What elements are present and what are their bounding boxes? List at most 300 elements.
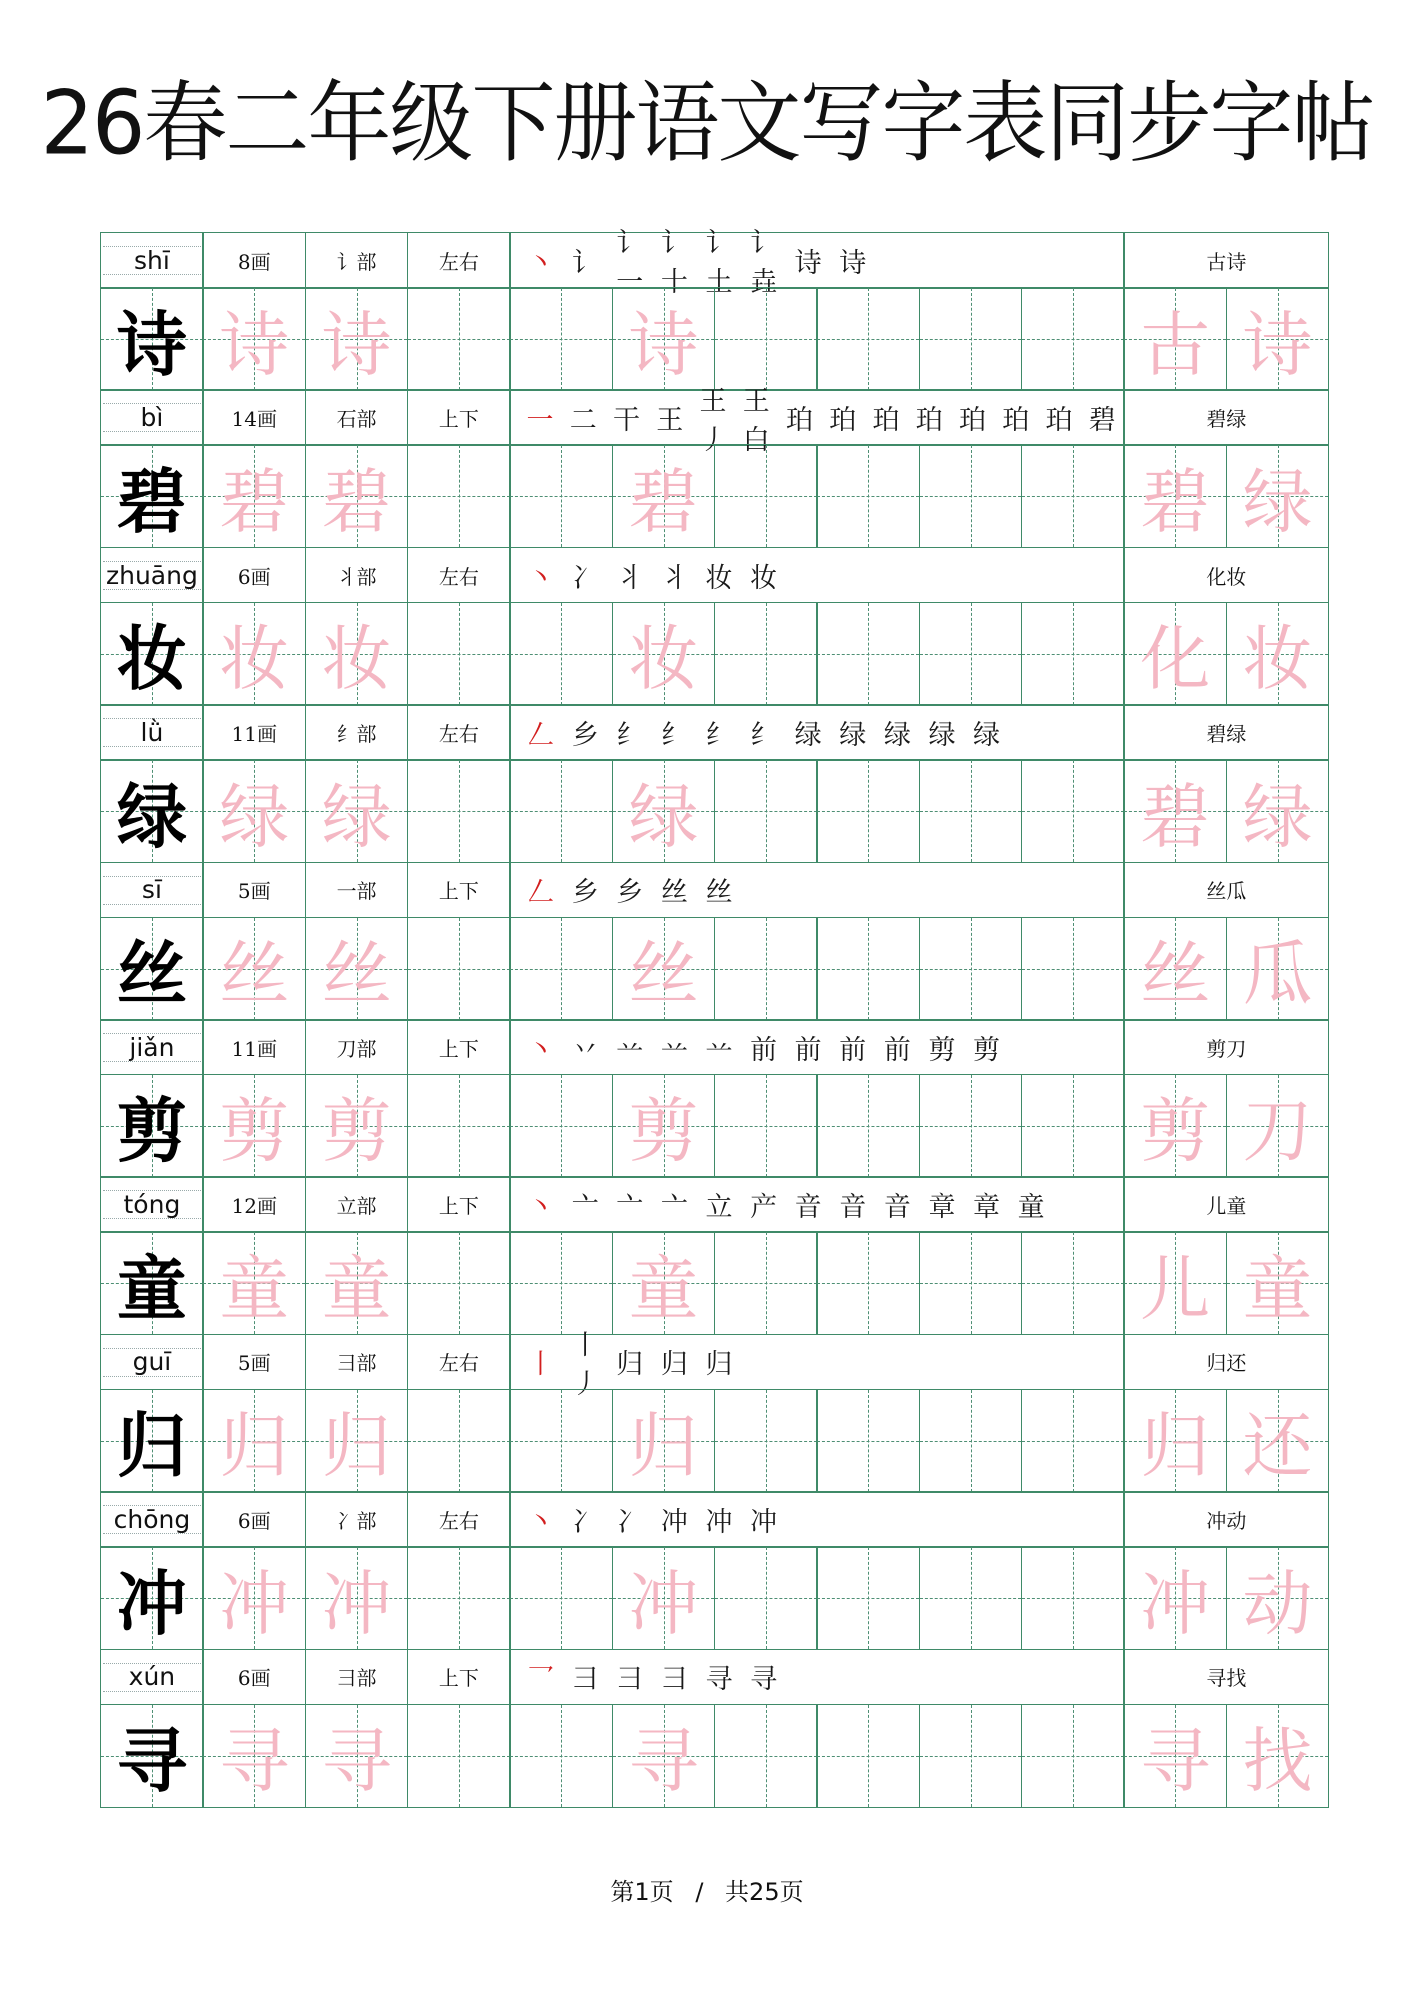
tianzige-box[interactable]: [612, 1074, 716, 1178]
guide-line-vertical: [1073, 1547, 1074, 1649]
stroke-count: 11画: [231, 721, 277, 746]
stroke-step: 寻: [750, 1664, 778, 1696]
radical: 刀部: [336, 1036, 377, 1061]
tianzige-box[interactable]: [1123, 1074, 1227, 1178]
trace-word-character: 碧: [1140, 775, 1211, 858]
tianzige-box[interactable]: [714, 917, 818, 1021]
radical-cell: [305, 1176, 409, 1233]
stroke-step: 前: [883, 1034, 911, 1066]
tianzige-box[interactable]: [100, 1074, 204, 1178]
tianzige-box[interactable]: [407, 1704, 511, 1808]
stroke-step: 冲: [750, 1506, 778, 1538]
tianzige-box[interactable]: [509, 602, 613, 706]
stroke-step: 丶: [527, 1034, 555, 1066]
trace-character: 绿: [321, 775, 392, 858]
stroke-step: 彐: [571, 1664, 599, 1696]
tianzige-box[interactable]: [305, 917, 409, 1021]
guide-line-vertical: [1073, 445, 1074, 547]
info-row: [100, 862, 1328, 917]
stroke-count: 6画: [237, 1666, 271, 1691]
guide-line-vertical: [766, 1705, 767, 1807]
tianzige-box[interactable]: [612, 759, 716, 863]
tianzige-box[interactable]: [1021, 1231, 1125, 1335]
radical-cell: [305, 704, 409, 761]
guide-line-vertical: [766, 603, 767, 705]
tianzige-box[interactable]: [714, 287, 818, 391]
tianzige-box[interactable]: [816, 1546, 920, 1650]
guide-line-vertical: [561, 760, 562, 862]
stroke-count: 5画: [237, 1351, 271, 1376]
tianzige-box[interactable]: [1021, 1389, 1125, 1493]
structure-cell: [407, 1176, 511, 1233]
pinyin-cell: [100, 862, 204, 919]
guide-line-vertical: [561, 288, 562, 390]
stroke-step: 讠十: [660, 228, 688, 299]
tianzige-box[interactable]: [816, 1074, 920, 1178]
guide-line-vertical: [1073, 1075, 1074, 1177]
tianzige-box[interactable]: [305, 759, 409, 863]
stroke-step: 前: [839, 1034, 867, 1066]
tianzige-box[interactable]: [612, 1546, 716, 1650]
info-row: [100, 1649, 1328, 1704]
tianzige-box[interactable]: [1021, 444, 1125, 548]
stroke-order-cell: [509, 1649, 1124, 1706]
tianzige-box[interactable]: [612, 1389, 716, 1493]
radical-cell: [305, 1334, 409, 1391]
tianzige-box[interactable]: [407, 917, 511, 1021]
tianzige-box[interactable]: [100, 444, 204, 548]
total-pages: 共25页: [725, 1878, 804, 1906]
structure: 左右: [438, 564, 479, 589]
stroke-step: 彐: [616, 1664, 644, 1696]
tianzige-box[interactable]: [816, 1389, 920, 1493]
stroke-step: 乡: [571, 719, 599, 751]
tianzige-box[interactable]: [407, 759, 511, 863]
stroke-step: 丶: [527, 1192, 555, 1224]
pinyin: xún: [128, 1662, 176, 1692]
tianzige-box[interactable]: [202, 1546, 306, 1650]
tianzige-box[interactable]: [919, 1704, 1023, 1808]
tianzige-box[interactable]: [407, 287, 511, 391]
tianzige-box[interactable]: [407, 1231, 511, 1335]
page-title: 26春二年级下册语文写字表同步字帖: [40, 71, 1374, 175]
tianzige-box[interactable]: [714, 1074, 818, 1178]
pinyin-cell: [100, 1491, 204, 1548]
trace-character: 妆: [628, 618, 699, 701]
pinyin-cell: [100, 1649, 204, 1706]
tianzige-box[interactable]: [714, 602, 818, 706]
word-cell: [1123, 1491, 1329, 1548]
tianzige-box[interactable]: [816, 444, 920, 548]
tianzige-box[interactable]: [816, 917, 920, 1021]
guide-line-vertical: [1073, 918, 1074, 1020]
guide-line-vertical: [971, 1547, 972, 1649]
structure: 左右: [438, 721, 479, 746]
stroke-step: 䒑: [616, 1034, 644, 1066]
trace-character: 童: [219, 1247, 290, 1330]
example-word: 碧绿: [1206, 721, 1247, 746]
guide-line-vertical: [766, 1547, 767, 1649]
writing-box-row: [100, 1074, 1328, 1176]
trace-character: 剪: [219, 1090, 290, 1173]
tianzige-box[interactable]: [1226, 1074, 1330, 1178]
guide-line-vertical: [561, 1075, 562, 1177]
stroke-step: 一: [526, 405, 554, 437]
stroke-order-cell: [509, 385, 1124, 456]
tianzige-box[interactable]: [202, 1231, 306, 1335]
tianzige-box[interactable]: [1226, 759, 1330, 863]
structure-cell: [407, 547, 511, 604]
tianzige-box[interactable]: [714, 1546, 818, 1650]
tianzige-box[interactable]: [1123, 287, 1227, 391]
tianzige-box[interactable]: [202, 444, 306, 548]
tianzige-box[interactable]: [305, 1074, 409, 1178]
tianzige-box[interactable]: [509, 1389, 613, 1493]
stroke-step: 纟: [705, 719, 733, 751]
tianzige-box[interactable]: [816, 1704, 920, 1808]
tianzige-box[interactable]: [919, 1389, 1023, 1493]
radical-cell: [305, 862, 409, 919]
guide-line-vertical: [971, 1075, 972, 1177]
stroke-step: 诗: [839, 247, 867, 279]
tianzige-box[interactable]: [816, 287, 920, 391]
tianzige-box[interactable]: [1021, 287, 1125, 391]
info-row: [100, 1491, 1328, 1546]
tianzige-box[interactable]: [305, 1231, 409, 1335]
tianzige-box[interactable]: [1123, 1546, 1227, 1650]
word-cell: [1123, 1649, 1329, 1706]
trace-word-character: 绿: [1242, 775, 1313, 858]
word-cell: [1123, 862, 1329, 919]
trace-word-character: 瓜: [1242, 933, 1313, 1016]
tianzige-box[interactable]: [202, 287, 306, 391]
tianzige-box[interactable]: [100, 759, 204, 863]
model-character: 丝: [116, 932, 187, 1016]
tianzige-box[interactable]: [509, 1074, 613, 1178]
tianzige-box[interactable]: [100, 1546, 204, 1650]
trace-character: 冲: [628, 1562, 699, 1645]
tianzige-box[interactable]: [714, 1704, 818, 1808]
guide-line-vertical: [561, 1390, 562, 1492]
tianzige-box[interactable]: [1021, 917, 1125, 1021]
tianzige-box[interactable]: [816, 602, 920, 706]
stroke-step: 丨: [527, 1349, 555, 1381]
tianzige-box[interactable]: [919, 1546, 1023, 1650]
tianzige-box[interactable]: [305, 602, 409, 706]
stroke-step: 讠土: [705, 228, 733, 299]
trace-word-character: 动: [1242, 1562, 1313, 1645]
tianzige-box[interactable]: [100, 602, 204, 706]
tianzige-box[interactable]: [1226, 1546, 1330, 1650]
tianzige-box[interactable]: [1226, 1389, 1330, 1493]
tianzige-box[interactable]: [1226, 287, 1330, 391]
tianzige-box[interactable]: [509, 444, 613, 548]
stroke-step: 珀: [785, 405, 813, 437]
tianzige-box[interactable]: [1226, 1704, 1330, 1808]
tianzige-box[interactable]: [919, 287, 1023, 391]
tianzige-box[interactable]: [714, 444, 818, 548]
stroke-step: 冲: [660, 1506, 688, 1538]
tianzige-box[interactable]: [202, 602, 306, 706]
tianzige-box[interactable]: [202, 917, 306, 1021]
guide-line-vertical: [971, 1705, 972, 1807]
stroke-step: 丷: [571, 1034, 599, 1066]
example-word: 剪刀: [1206, 1036, 1247, 1061]
example-word: 冲动: [1206, 1508, 1247, 1533]
trace-character: 剪: [321, 1090, 392, 1173]
stroke-step: 珀: [958, 405, 986, 437]
radical: 彐部: [336, 1351, 377, 1376]
model-character: 妆: [116, 617, 187, 701]
tianzige-box[interactable]: [509, 287, 613, 391]
tianzige-box[interactable]: [509, 1546, 613, 1650]
stroke-step: 绿: [839, 719, 867, 751]
pinyin: guī: [132, 1347, 172, 1377]
stroke-step: 归: [660, 1349, 688, 1381]
stroke-count-cell: [202, 1334, 306, 1391]
current-page: 第1页: [610, 1878, 674, 1906]
tianzige-box[interactable]: [305, 1389, 409, 1493]
guide-line-vertical: [459, 1390, 460, 1492]
tianzige-box[interactable]: [612, 1231, 716, 1335]
stroke-step: 亠: [660, 1192, 688, 1224]
guide-line-vertical: [971, 918, 972, 1020]
tianzige-box[interactable]: [509, 1231, 613, 1335]
tianzige-box[interactable]: [100, 1231, 204, 1335]
trace-word-character: 找: [1242, 1720, 1313, 1803]
tianzige-box[interactable]: [509, 759, 613, 863]
character-group: [100, 862, 1328, 1019]
tianzige-box[interactable]: [714, 1389, 818, 1493]
radical-cell: [305, 547, 409, 604]
guide-line-vertical: [561, 1547, 562, 1649]
guide-line-vertical: [459, 1075, 460, 1177]
guide-line-vertical: [459, 603, 460, 705]
tianzige-box[interactable]: [1226, 1231, 1330, 1335]
stroke-step: 丶: [527, 562, 555, 594]
trace-word-character: 丝: [1140, 933, 1211, 1016]
guide-line-vertical: [868, 760, 869, 862]
stroke-step: 音: [883, 1192, 911, 1224]
stroke-count: 5画: [237, 879, 271, 904]
stroke-count: 14画: [231, 407, 277, 432]
tianzige-box[interactable]: [1226, 444, 1330, 548]
trace-character: 妆: [219, 618, 290, 701]
tianzige-box[interactable]: [1021, 1704, 1125, 1808]
tianzige-box[interactable]: [100, 1389, 204, 1493]
tianzige-box[interactable]: [612, 1704, 716, 1808]
trace-character: 冲: [219, 1562, 290, 1645]
character-group: [100, 228, 1328, 389]
model-character: 绿: [116, 774, 187, 858]
tianzige-box[interactable]: [1123, 1231, 1227, 1335]
tianzige-box[interactable]: [1021, 1546, 1125, 1650]
writing-box-row: [100, 602, 1328, 704]
writing-box-row: [100, 1704, 1328, 1806]
tianzige-box[interactable]: [612, 917, 716, 1021]
trace-character: 寻: [628, 1720, 699, 1803]
stroke-count-cell: [202, 547, 306, 604]
radical-cell: [305, 1491, 409, 1548]
stroke-step: 纟: [616, 719, 644, 751]
tianzige-box[interactable]: [407, 602, 511, 706]
pinyin-cell: [100, 389, 204, 446]
stroke-step: 珀: [1045, 405, 1073, 437]
stroke-step: 冫: [571, 562, 599, 594]
stroke-step: 乡: [616, 877, 644, 909]
tianzige-box[interactable]: [305, 1704, 409, 1808]
stroke-count: 6画: [237, 564, 271, 589]
writing-box-row: [100, 917, 1328, 1019]
trace-character: 绿: [628, 775, 699, 858]
guide-line-vertical: [459, 1705, 460, 1807]
stroke-step: 珀: [915, 405, 943, 437]
structure-cell: [407, 1334, 511, 1391]
trace-character: 碧: [321, 460, 392, 543]
writing-box-row: [100, 1389, 1328, 1491]
stroke-count-cell: [202, 704, 306, 761]
tianzige-box[interactable]: [1123, 1704, 1227, 1808]
tianzige-box[interactable]: [919, 1231, 1023, 1335]
guide-line-vertical: [561, 1705, 562, 1807]
trace-character: 丝: [628, 933, 699, 1016]
trace-word-character: 儿: [1140, 1247, 1211, 1330]
tianzige-box[interactable]: [305, 287, 409, 391]
stroke-step: 䒑: [705, 1034, 733, 1066]
tianzige-box[interactable]: [100, 1704, 204, 1808]
guide-line-vertical: [868, 445, 869, 547]
tianzige-box[interactable]: [1021, 759, 1125, 863]
tianzige-box[interactable]: [1123, 917, 1227, 1021]
writing-box-row: [100, 1546, 1328, 1648]
radical-cell: [305, 1019, 409, 1076]
structure: 左右: [438, 1508, 479, 1533]
stroke-step: 碧: [1088, 405, 1116, 437]
tianzige-box[interactable]: [1021, 602, 1125, 706]
trace-character: 妆: [321, 618, 392, 701]
structure-cell: [407, 1491, 511, 1548]
tianzige-box[interactable]: [305, 444, 409, 548]
guide-line-vertical: [766, 1075, 767, 1177]
tianzige-box[interactable]: [612, 287, 716, 391]
trace-character: 寻: [219, 1720, 290, 1803]
info-row: [100, 1019, 1328, 1074]
info-row: [100, 704, 1328, 759]
structure: 左右: [438, 1351, 479, 1376]
tianzige-box[interactable]: [612, 602, 716, 706]
word-cell: [1123, 1334, 1329, 1391]
tianzige-box[interactable]: [919, 1074, 1023, 1178]
trace-character: 诗: [219, 303, 290, 386]
stroke-step: 丬: [616, 562, 644, 594]
guide-line-vertical: [1073, 1232, 1074, 1334]
stroke-step: 寻: [705, 1664, 733, 1696]
tianzige-box[interactable]: [407, 1074, 511, 1178]
pinyin-cell: [100, 704, 204, 761]
tianzige-box[interactable]: [509, 917, 613, 1021]
tianzige-box[interactable]: [100, 917, 204, 1021]
guide-line-vertical: [971, 1390, 972, 1492]
stroke-step: 𠃋: [527, 719, 555, 751]
character-group: [100, 1649, 1328, 1806]
tianzige-box[interactable]: [612, 444, 716, 548]
structure: 上下: [438, 1194, 479, 1219]
tianzige-box[interactable]: [1123, 1389, 1227, 1493]
tianzige-box[interactable]: [202, 1389, 306, 1493]
stroke-step: 妆: [750, 562, 778, 594]
trace-word-character: 碧: [1140, 460, 1211, 543]
word-cell: [1123, 704, 1329, 761]
guide-line-vertical: [868, 1232, 869, 1334]
tianzige-box[interactable]: [100, 287, 204, 391]
tianzige-box[interactable]: [919, 602, 1023, 706]
tianzige-box[interactable]: [202, 759, 306, 863]
model-character: 童: [116, 1246, 187, 1330]
tianzige-box[interactable]: [919, 917, 1023, 1021]
tianzige-box[interactable]: [202, 1074, 306, 1178]
tianzige-box[interactable]: [407, 1389, 511, 1493]
radical: 冫部: [336, 1508, 377, 1533]
pinyin-cell: [100, 1019, 204, 1076]
structure: 左右: [438, 249, 479, 274]
stroke-step: 讠一: [616, 228, 644, 299]
stroke-step: 王丿: [699, 385, 727, 456]
stroke-step: 纟: [750, 719, 778, 751]
stroke-step: 纟: [660, 719, 688, 751]
stroke-order-cell: [509, 228, 1124, 299]
character-group: [100, 1019, 1328, 1176]
pinyin: shī: [134, 245, 170, 275]
page-footer: [0, 1872, 1414, 1907]
tianzige-box[interactable]: [407, 1546, 511, 1650]
tianzige-box[interactable]: [919, 759, 1023, 863]
tianzige-box[interactable]: [1123, 602, 1227, 706]
stroke-step: 乡: [571, 877, 599, 909]
info-row: [100, 228, 1328, 299]
tianzige-box[interactable]: [202, 1704, 306, 1808]
guide-line-vertical: [868, 1390, 869, 1492]
tianzige-box[interactable]: [1123, 444, 1227, 548]
guide-line-vertical: [766, 288, 767, 390]
structure: 上下: [438, 407, 479, 432]
tianzige-box[interactable]: [816, 759, 920, 863]
structure-cell: [407, 389, 511, 446]
tianzige-box[interactable]: [407, 444, 511, 548]
tianzige-box[interactable]: [816, 1231, 920, 1335]
tianzige-box[interactable]: [1021, 1074, 1125, 1178]
word-cell: [1123, 232, 1329, 289]
tianzige-box[interactable]: [1226, 917, 1330, 1021]
stroke-count: 6画: [237, 1508, 271, 1533]
tianzige-box[interactable]: [1123, 759, 1227, 863]
tianzige-box[interactable]: [509, 1704, 613, 1808]
tianzige-box[interactable]: [714, 1231, 818, 1335]
tianzige-box[interactable]: [919, 444, 1023, 548]
stroke-order-cell: [509, 862, 1124, 919]
guide-line-vertical: [459, 760, 460, 862]
tianzige-box[interactable]: [714, 759, 818, 863]
trace-character: 碧: [628, 460, 699, 543]
trace-word-character: 刀: [1242, 1090, 1313, 1173]
tianzige-box[interactable]: [1226, 602, 1330, 706]
structure-cell: [407, 232, 511, 289]
tianzige-box[interactable]: [305, 1546, 409, 1650]
stroke-step: 讠: [571, 247, 599, 279]
stroke-count: 11画: [231, 1036, 277, 1061]
guide-line-vertical: [459, 1232, 460, 1334]
structure-cell: [407, 862, 511, 919]
model-character: 剪: [116, 1089, 187, 1173]
